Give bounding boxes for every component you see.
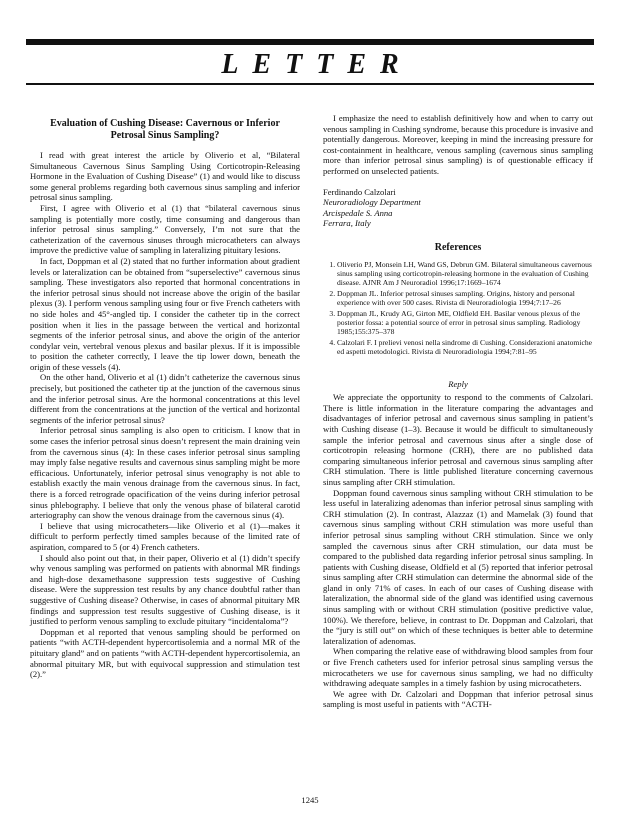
- body-paragraph: I should also point out that, in their paper, Oliverio et al (1) didn’t specify why venous sampling was performed on patients with abnormal MR findings and high-dose dexamethasone suppression tests suggestive of Cushing disease. Were the suppression test results by any chance doubtful rather than suggestive of Cushing disease? Otherwise, in cases of abnormal pituitary MR findings and suppression test results suggestive of Cushing disease, is it justified to perform venous sampling to exclude pituitary “incidentaloma”?: [30, 552, 300, 627]
- reference-item: 2. Doppman JL. Inferior petrosal sinuses sampling. Origins, history and personal experience with over 500 cases. Rivista di Neuroradiologia 1994;7:17–26: [337, 289, 593, 308]
- left-column: [30, 115, 300, 680]
- heading-rule: [26, 83, 594, 85]
- reply-heading: Reply: [448, 378, 468, 389]
- reference-list: [323, 260, 593, 357]
- body-paragraph: Doppman et al reported that venous sampling should be performed on patients “with ACTH-dependent hypercortisolemia and a normal MR of the pituitary gland” and on patients “with ACTH-dependent hypercortisolemia, an abnormal pituitary MR, but with equivocal suppression and stimulation test (2).”: [30, 626, 300, 680]
- body-paragraph: In fact, Doppman et al (2) stated that no further information about gradient levels or lateralization can be obtained from “superselective” cavernous sinus sampling. These investigators also reported that hormonal concentrations in the inferior petrosal sinus should not increase above the origin of the basilar plexus (3). I perform venous sampling using four or five French catheters with no side holes and 45°-angled tip. I consider the catheter tip in the correct position when it lies in the passage between the vertical and horizontal segments of the inferior petrosal sinus, and above the origin of the anterior condylar vein, vertebral venous plexus and basilar plexus. If it is impossible to position the catheter correctly, I leave the tip lower down, beneath the origin of these vessels (4).: [30, 255, 300, 372]
- body-paragraph: First, I agree with Oliverio et al (1) that “bilateral cavernous sinus sampling is potentially more costly, time consuming and dangerous than inferior petrosal sinus sampling.” Conversely, I’m not sure that the catheterization of the cavernous sinuses through microcatheters can always improve the predictive value of sampling in lateralizing pituitary lesions.: [30, 202, 300, 256]
- page-number: 1245: [301, 795, 319, 805]
- letter-title: Evaluation of Cushing Disease: Cavernous or Inferior Petrosal Sinus Sampling?: [50, 118, 280, 141]
- author-department: Neuroradiology Department: [323, 197, 421, 208]
- top-rule: [26, 39, 594, 45]
- author-institution: Arcispedale S. Anna: [323, 207, 393, 218]
- reply-paragraph: When comparing the relative ease of withdrawing blood samples from four or five French catheters used for inferior petrosal sinus sampling versus the microcatheters we use for cavernous sinus sampling, we had no difficulty withdrawing adequate samples in a timely fashion by using microcatheters.: [323, 646, 593, 689]
- reply-paragraph: Doppman found cavernous sinus sampling without CRH stimulation to be less useful in lateralizing adenomas than inferior petrosal sinus sampling with CRH stimulation (2). In contrast, Alazzaz (1) and Mamelak (3) found that cavernous sinus sampling without CRH stimulation was more useful than inferior petrosal sinus sampling without CRH stimulation. Since we only sampled the cavernous sinus after CRH stimulation, our data must be compared to the published data regarding inferior petrosal sinus sampling. In patients with Cushing disease, Oldfield et al (5) reported that inferior petrosal sinus sampling after CRH stimulation can determine the abnormal side of the gland in only 71% of cases. In each of our cases of Cushing disease with lateralization, the abnormal side of the gland was identified using cavernous sinus sampling with or without CRH stimulation (positive predictive value, 100%). We therefore, believe, in contrast to Dr. Doppman and Calzolari, that the “jury is still out” on which of these techniques is better able to determine lateralization of adenomas.: [323, 487, 593, 646]
- references-heading: References: [434, 241, 482, 253]
- reply-paragraph: We appreciate the opportunity to respond to the comments of Calzolari. There is little information in the literature comparing the advantages and disadvantages of inferior petrosal and cavernous sinus sampling in patient’s with Cushing disease (1–3). Because it would be difficult to simultaneously sample the inferior petrosal and cavernous sinus after a single dose of corticotropin releasing hormone (CRH), there are no published data comparing simultaneous inferior petrosal and cavernous sinus sampling after CRH stimulation. There is little published literature concerning cavernous sinus sampling after CRH stimulation.: [323, 392, 593, 487]
- author-name: Ferdinando Calzolari: [323, 186, 396, 197]
- reference-item: 3. Doppman JL, Krudy AG, Girton ME, Oldfield EH. Basilar venous plexus of the posterior fossa: a potential source of error in petrosal sinus sampling. Radiology 1985;155:375–378: [337, 309, 593, 337]
- body-paragraph: I read with great interest the article by Oliverio et al, “Bilateral Simultaneous Cavernous Sinus Sampling Using Corticotropin-Releasing Hormone in the Evaluation of Cushing Disease” (1) and would like to discuss some general problems regarding both cavernous sinus sampling and inferior petrosal sinus sampling.: [30, 150, 300, 203]
- section-heading: LETTER: [221, 49, 413, 80]
- author-location: Ferrara, Italy: [323, 218, 371, 229]
- body-paragraph: I emphasize the need to establish definitively how and when to carry out venous sampling in Cushing syndrome, because this procedure is invasive and potentially dangerous. Moreover, keeping in mind the increasing pressure for cost-containment in healthcare, venous sampling (cavernous sinus sampling more than inferior petrosal sinus sampling) is of questionable efficacy if performed on unselected patients.: [323, 113, 593, 176]
- body-paragraph: On the other hand, Oliverio et al (1) didn’t catheterize the cavernous sinus precisely, but positioned the catheter tip at the junction of the cavernous sinus and the inferior petrosal sinus. Are the hormonal concentrations at this level different from the concentrations at the junction of the vertical and horizontal segments of the inferior petrosal sinus?: [30, 372, 300, 425]
- reply-paragraph: We agree with Dr. Calzolari and Doppman that inferior petrosal sinus sampling is most useful in patients with “ACTH-: [323, 688, 593, 710]
- right-column: [323, 113, 593, 710]
- body-paragraph: I believe that using microcatheters—like Oliverio et al (1)—makes it difficult to perform perfectly timed samples because of the limited rate of aspiration, compared to 5 (or 4) French catheters.: [30, 520, 300, 552]
- reference-item: 1. Oliverio PJ, Monsein LH, Wand GS, Debrun GM. Bilateral simultaneous cavernous sinus sampling using corticotropin-releasing hormone in the evaluation of Cushing disease. AJNR Am J Neuroradiol 1996;17:1669–1674: [337, 260, 593, 288]
- reference-item: 4. Calzolari F. I prelievi venosi nella sindrome di Cushing. Considerazioni anatomiche ed aspetti metodologici. Rivista di Neuroradiologia 1994;7:81–95: [337, 338, 593, 357]
- author-signature: [323, 187, 593, 229]
- body-paragraph: Inferior petrosal sinus sampling is also open to criticism. I know that in some cases the inferior petrosal sinus doesn’t represent the main draining vein from the cavernous sinus (4): In these cases inferior petrosal sinus sampling may imply false negative results and cavernous sinus sampling might be more efficacious. Unfortunately, inferior petrosal sinus venography is not able to establish exactly the main venous drainage from the cavernous sinus. In fact, there is a forced retrograde opacification of the veins during inferior petrosal sinus phlebography. I believe that only the venous phase of bilateral carotid arteriography can show the venous drainage from the cavernous sinus (4).: [30, 425, 300, 521]
